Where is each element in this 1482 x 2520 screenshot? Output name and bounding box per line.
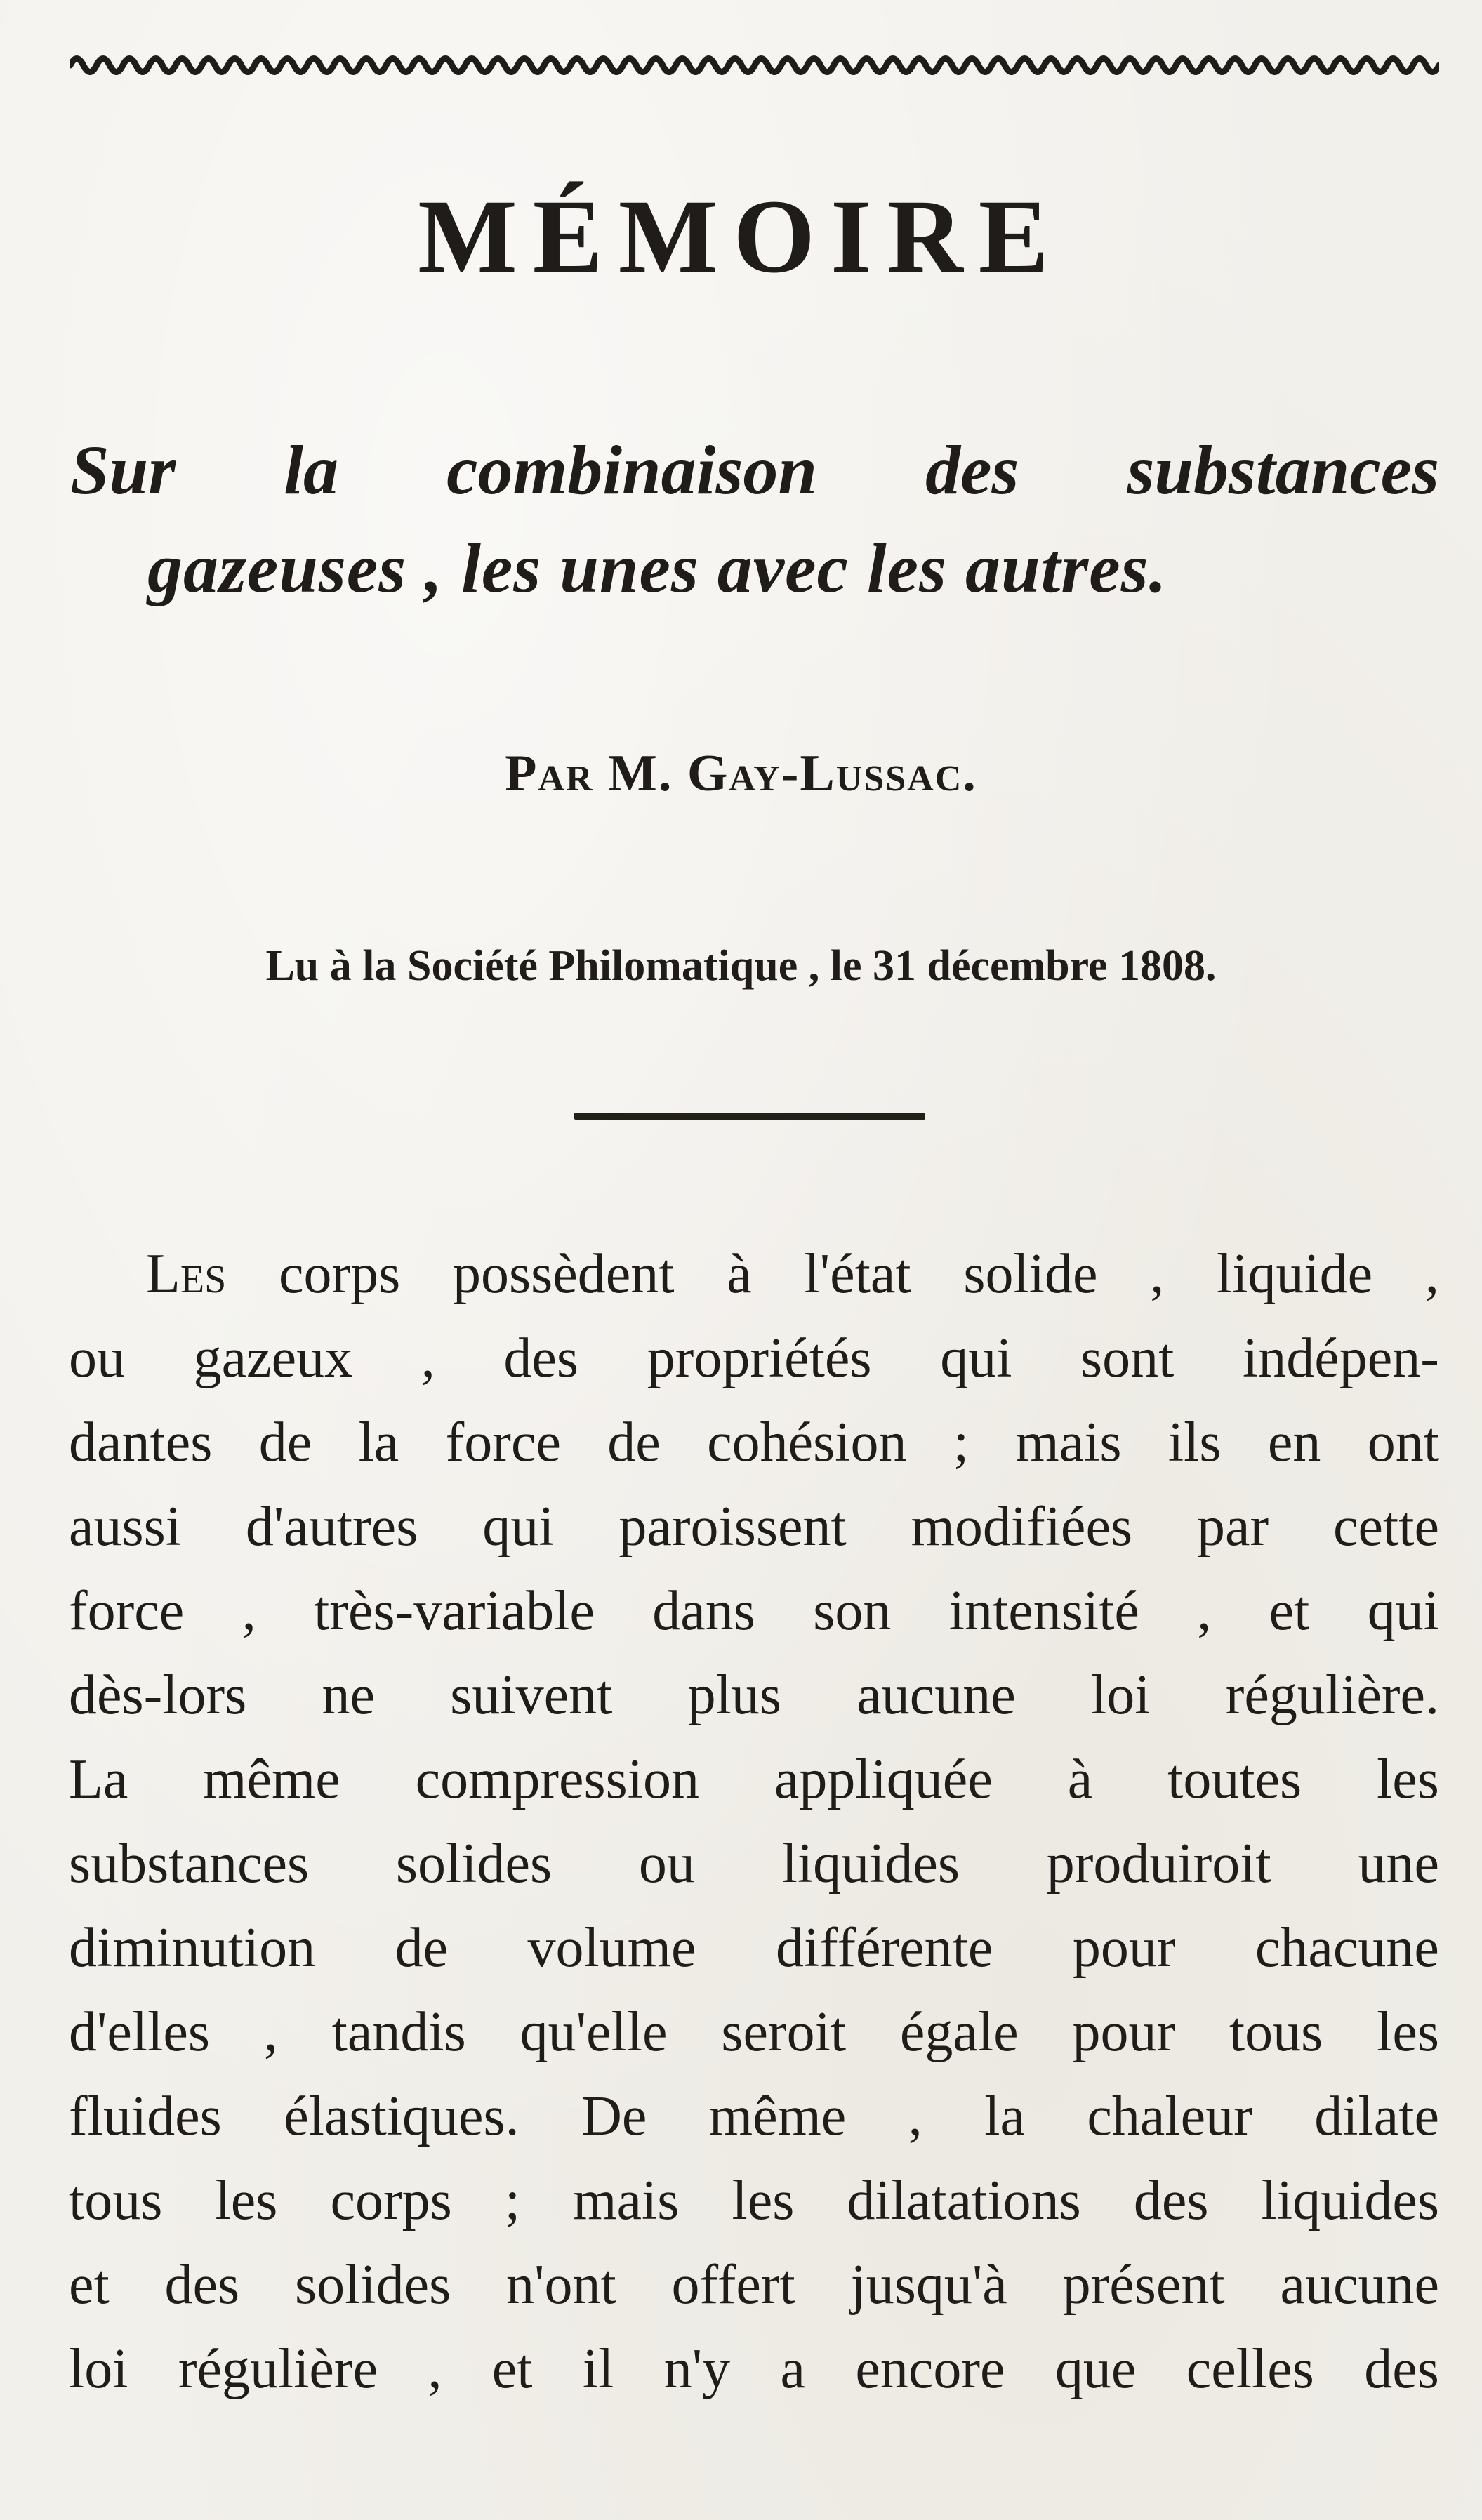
text-line: force , très-variable dans son intensité , et qui — [69, 1580, 1439, 1642]
text-line: d'elles , tandis qu'elle seroit égale pour tous les — [69, 2001, 1439, 2063]
text-line: dès-lors ne suivent plus aucune loi régulière. — [69, 1664, 1439, 1726]
text-line: fluides élastiques. De même , la chaleur dilate — [69, 2085, 1439, 2147]
section-divider — [574, 1113, 925, 1120]
reading-note: Lu à la Société Philomatique , le 31 décembre 1808. — [265, 942, 1217, 990]
subtitle-word: des — [925, 431, 1019, 509]
subtitle-line-2: gazeuses , les unes avec les autres. — [147, 529, 1167, 607]
text-line: loi régulière , et il n'y a encore que celles des — [69, 2338, 1439, 2400]
subtitle-line-1 — [70, 431, 1439, 509]
text-line: tous les corps ; mais les dilatations des liquides — [69, 2170, 1439, 2231]
page-title: MÉMOIRE — [418, 178, 1064, 295]
subtitle-word: combinaison — [446, 431, 817, 509]
subtitle-word: substances — [1127, 431, 1439, 509]
text-line: aussi d'autres qui paroissent modifiées par cette — [69, 1496, 1439, 1558]
text-line: et des solides n'ont offert jusqu'à présent aucune — [69, 2254, 1439, 2316]
body-paragraph — [69, 1232, 1439, 2411]
subtitle-word: la — [284, 431, 339, 509]
subtitle-word: Sur — [70, 431, 176, 509]
ornamental-wavy-rule — [70, 48, 1439, 83]
author-byline: Par M. Gay-Lussac. — [505, 745, 977, 802]
text-line: dantes de la force de cohésion ; mais ils en ont — [69, 1412, 1439, 1473]
text-line: substances solides ou liquides produiroit une — [69, 1833, 1439, 1895]
text-line: Les corps possèdent à l'état solide , liquide , — [146, 1243, 1439, 1305]
text-line: La même compression appliquée à toutes les — [69, 1749, 1439, 1810]
text-line: diminution de volume différente pour chacune — [69, 1917, 1439, 1979]
text-line: ou gazeux , des propriétés qui sont indépen- — [69, 1327, 1439, 1389]
